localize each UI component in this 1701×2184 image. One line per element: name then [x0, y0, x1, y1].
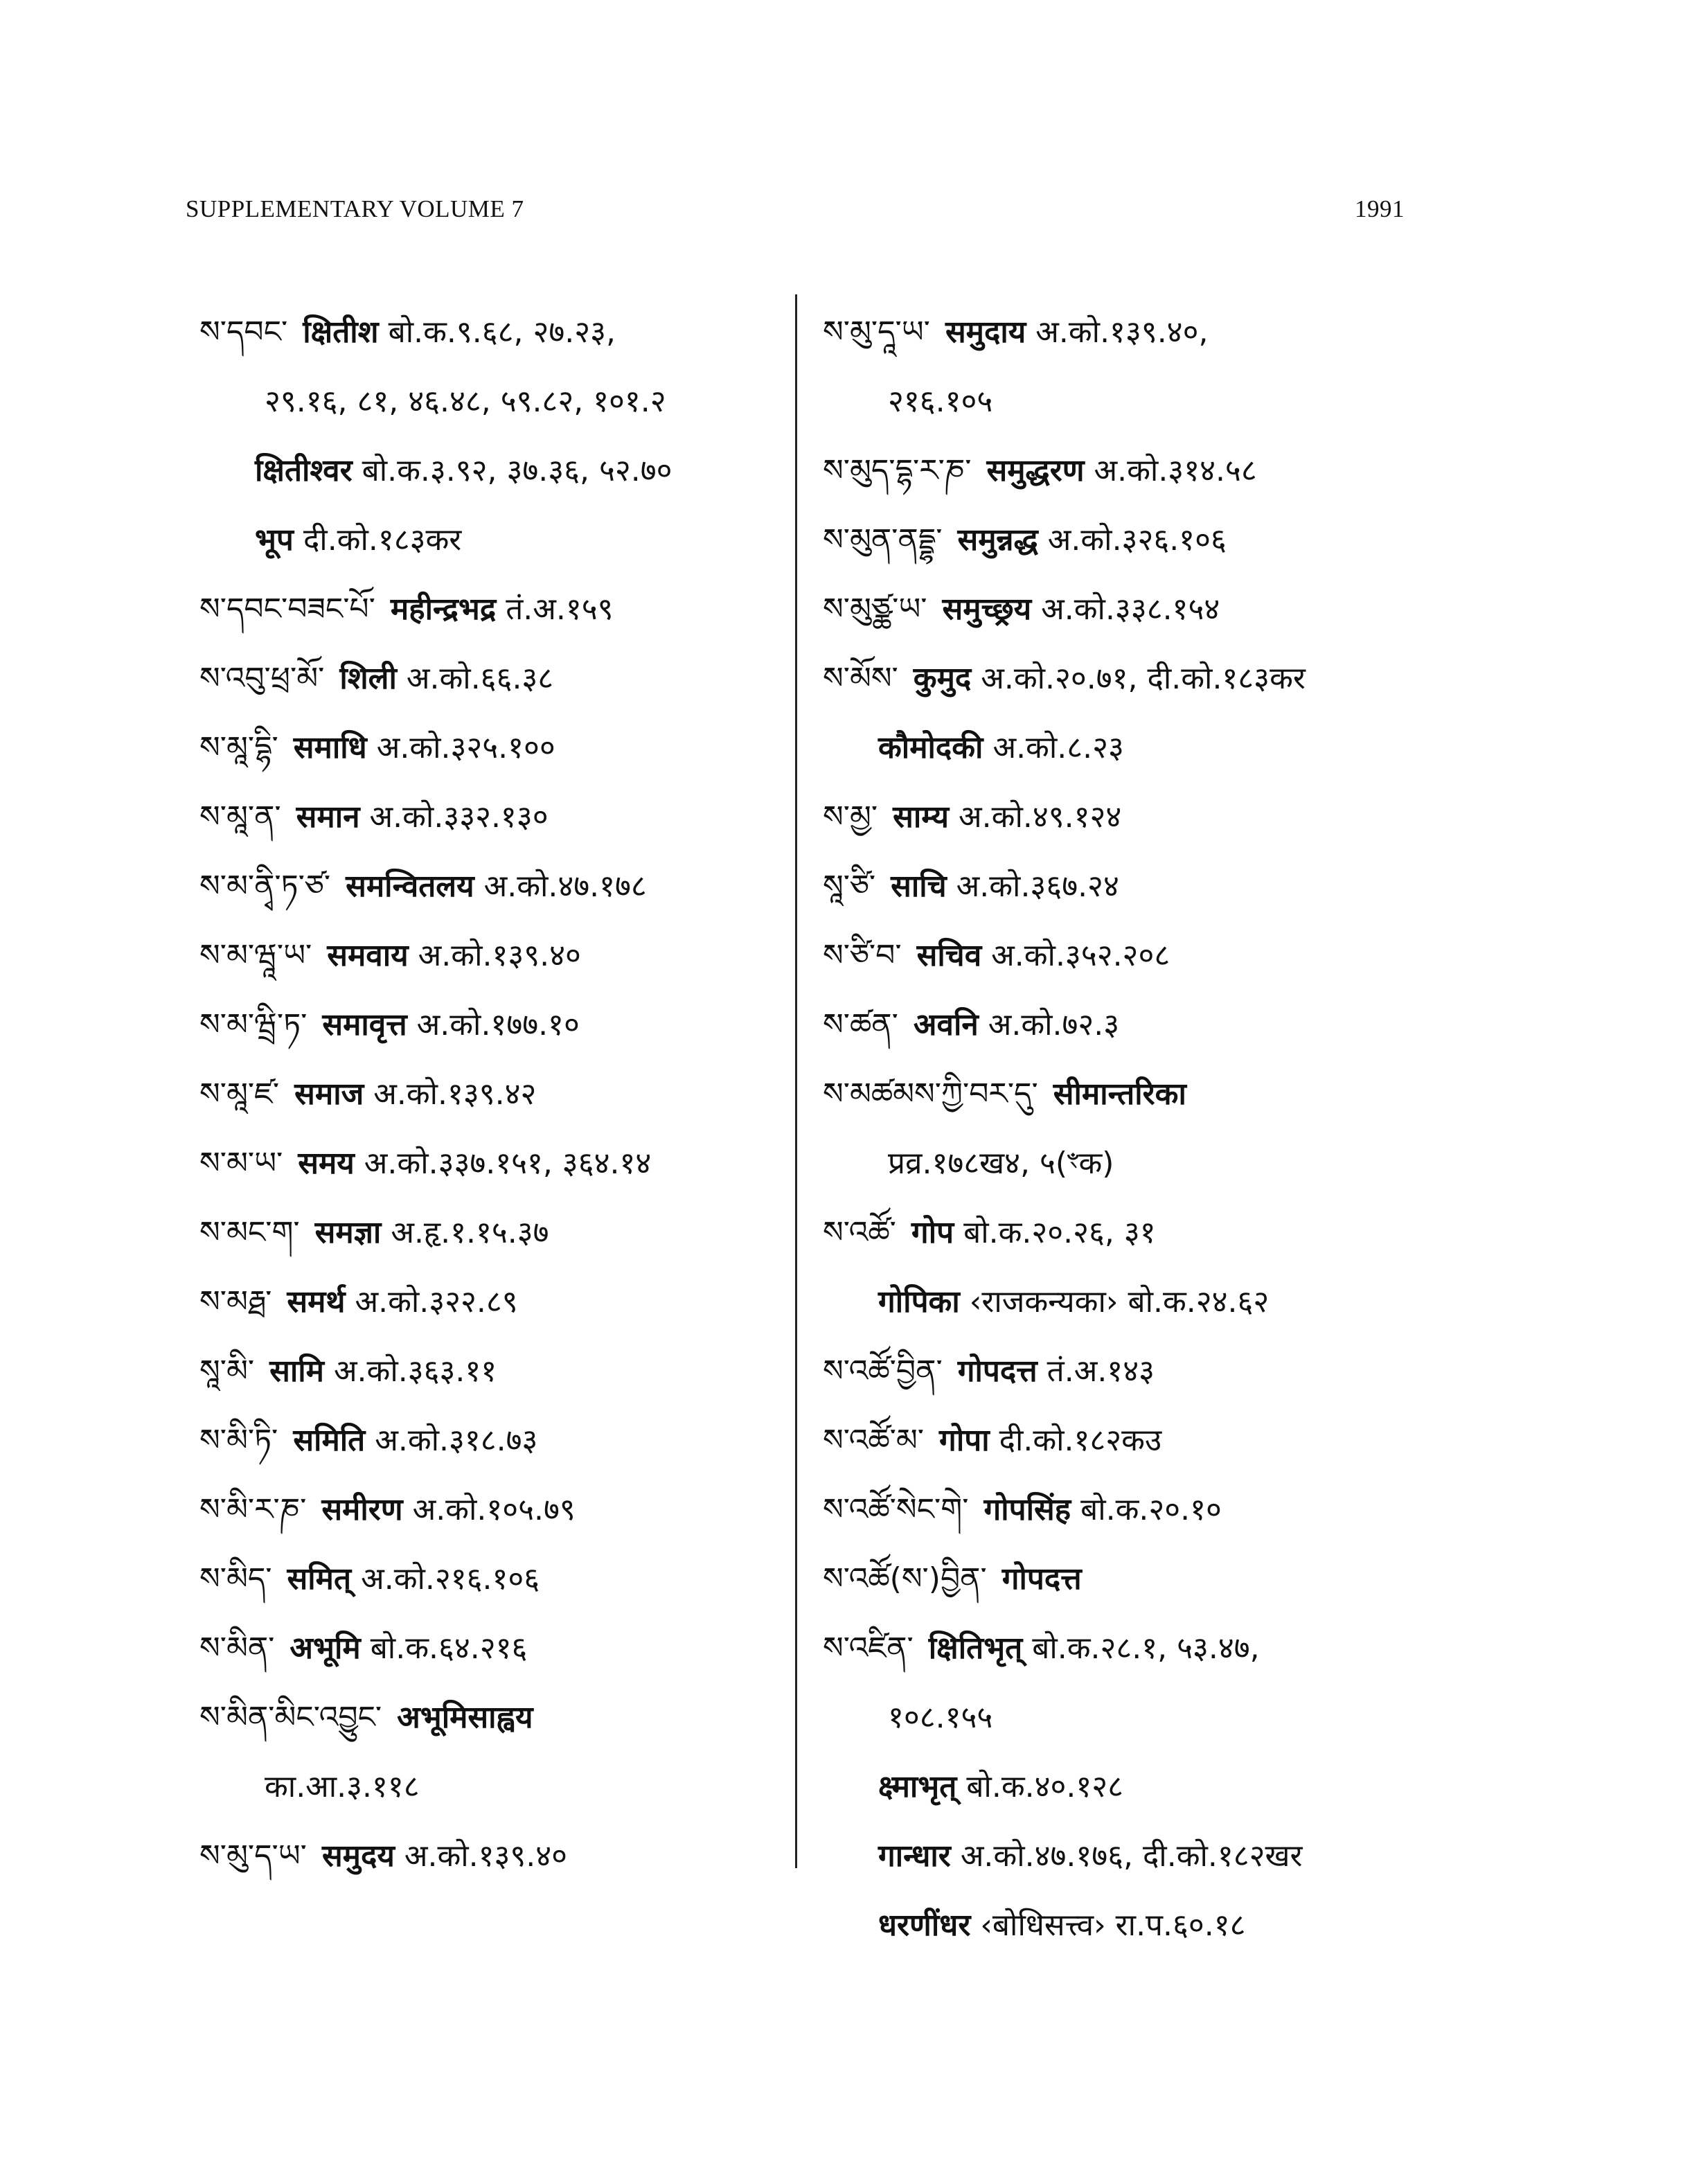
sanskrit-equivalent: क्षितीश्वर: [255, 453, 353, 488]
source-reference: १०८.१५५: [888, 1700, 993, 1735]
entry-continuation: [823, 1268, 1432, 1337]
source-reference: अ.को.१७७.१०: [416, 1007, 580, 1042]
tibetan-term: ས་མཚམས་ཀྱི་བར་དུ་: [823, 1076, 1038, 1112]
sanskrit-equivalent: महीन्द्रभद्र: [390, 592, 497, 627]
tibetan-term: ས་མ་ཝཱ་ཡ་: [199, 938, 312, 973]
tibetan-term: ས་དབང་བཟང་པོ་: [199, 592, 375, 627]
dictionary-entry: [199, 1198, 809, 1268]
dictionary-entry: [199, 991, 809, 1060]
source-reference: ‹बोधिसत्त्व› रा.प.६०.१८: [980, 1908, 1246, 1943]
tibetan-term: ས་ཚན་: [823, 1007, 898, 1042]
dictionary-entry: [823, 298, 1432, 436]
source-reference: अ.को.३३७.१५१, ३६४.१४: [364, 1146, 652, 1181]
running-head: SUPPLEMENTARY VOLUME 7: [186, 195, 524, 222]
source-reference: अ.को.१३९.४२: [373, 1076, 537, 1112]
sanskrit-equivalent: समाज: [294, 1076, 364, 1112]
dictionary-entry: [199, 575, 809, 644]
tibetan-term: ས་མོས་: [823, 661, 898, 696]
dictionary-entry: [199, 1683, 809, 1822]
dictionary-entry: [199, 713, 809, 783]
sanskrit-equivalent: समुन्नद्ध: [957, 522, 1038, 558]
sanskrit-equivalent: गान्धार: [878, 1838, 951, 1874]
dictionary-entry: [823, 506, 1432, 575]
tibetan-term: ས་མརྠ་: [199, 1284, 272, 1320]
sanskrit-equivalent: सचिव: [916, 938, 982, 973]
entry-headline: [199, 298, 809, 367]
dictionary-entry: [823, 1337, 1432, 1406]
tibetan-term: ས་མཱ་དྷི་: [199, 730, 278, 765]
entry-headline: [199, 852, 809, 921]
source-reference: अ.को.४७.१७८: [483, 869, 647, 904]
sanskrit-equivalent: गोपसिंह: [983, 1492, 1071, 1527]
tibetan-term: སཱ་ཙི་: [823, 869, 876, 904]
source-reference: २९.१६, ८१, ४६.४८, ५९.८२, १०१.२: [265, 384, 666, 419]
dictionary-entry: [199, 1822, 809, 1891]
entry-continuation: [823, 1752, 1432, 1822]
source-reference: बो.क.२०.१०: [1080, 1492, 1222, 1527]
sanskrit-equivalent: सामि: [269, 1353, 324, 1389]
entry-headline: [199, 783, 809, 852]
sanskrit-equivalent: अवनि: [913, 1007, 979, 1042]
entry-headline: [823, 506, 1432, 575]
column-divider: [795, 294, 797, 1868]
dictionary-entry: [823, 644, 1432, 783]
source-reference: तं.अ.१५९: [506, 592, 614, 627]
tibetan-term: ས་འཚོ་སེང་གེ་: [823, 1492, 969, 1527]
tibetan-term: ས་མུད་དྷ་ར་ཎ་: [823, 453, 972, 488]
source-reference: २१६.१०५: [888, 384, 993, 419]
dictionary-entry: [823, 1198, 1432, 1337]
entry-headline: [823, 436, 1432, 506]
source-reference: बो.क.४०.१२८: [966, 1769, 1123, 1804]
entry-headline: [823, 1475, 1432, 1545]
source-reference: अ.को.३२५.१००: [376, 730, 555, 765]
sanskrit-equivalent: समीरण: [321, 1492, 403, 1527]
sanskrit-equivalent: साचि: [891, 869, 947, 904]
entry-headline: [199, 1475, 809, 1545]
tibetan-term: སཱ་མི་: [199, 1353, 255, 1389]
source-reference: अ.को.१३९.४०: [418, 938, 581, 973]
sanskrit-equivalent: अभूमि: [290, 1631, 361, 1666]
entry-headline: [823, 1198, 1432, 1268]
dictionary-entry: [199, 783, 809, 852]
source-reference: अ.को.२१६.१०६: [361, 1561, 540, 1597]
source-reference: अ.को.३१८.७३: [375, 1423, 538, 1458]
sanskrit-equivalent: समुद्धरण: [986, 453, 1085, 488]
dictionary-entry: [823, 1614, 1432, 1960]
dictionary-entry: [199, 1337, 809, 1406]
tibetan-term: ས་མུཙྪ་ཡ་: [823, 592, 927, 627]
source-reference: ‹राजकन्यका› बो.क.२४.६२: [969, 1284, 1270, 1320]
entry-continuation: [823, 1683, 1432, 1752]
source-reference: अ.को.१३९.४०,: [1035, 314, 1209, 350]
source-reference: अ.को.२०.७१, दी.को.१८३कर: [981, 661, 1306, 696]
sanskrit-equivalent: समवाय: [327, 938, 409, 973]
entry-headline: [823, 1337, 1432, 1406]
source-reference: अ.को.६६.३८: [406, 661, 554, 696]
entry-headline: [199, 1545, 809, 1614]
page-number: 1991: [1355, 195, 1405, 222]
entry-headline: [199, 1337, 809, 1406]
source-reference: का.आ.३.११८: [265, 1769, 420, 1804]
dictionary-entry: [199, 1129, 809, 1198]
tibetan-term: ས་འཚོ་བྱིན་: [823, 1353, 943, 1389]
tibetan-term: ས་འཚོ་: [823, 1215, 896, 1250]
sanskrit-equivalent: अभूमिसाह्वय: [397, 1700, 533, 1735]
source-reference: अ.को.३१४.५८: [1094, 453, 1257, 488]
source-reference: प्रव्र.१७८ख४, ५(ꣳक): [888, 1146, 1114, 1181]
tibetan-term: ས་མུན་ནདྡྷ་: [823, 522, 943, 558]
dictionary-entry: [823, 1475, 1432, 1545]
entry-headline: [199, 644, 809, 713]
entry-headline: [823, 1406, 1432, 1475]
sanskrit-equivalent: भूप: [255, 522, 294, 558]
dictionary-entry: [199, 1545, 809, 1614]
dictionary-entry: [823, 991, 1432, 1060]
source-reference: अ.को.१३९.४०: [404, 1838, 568, 1874]
dictionary-entry: [199, 1614, 809, 1683]
tibetan-term: ས་མི་ཏི་: [199, 1423, 278, 1458]
tibetan-term: ས་མཱ་ན་: [199, 799, 281, 835]
dictionary-entry: [199, 1268, 809, 1337]
sanskrit-equivalent: क्ष्माभृत्: [878, 1769, 957, 1804]
sanskrit-equivalent: समावृत्त: [322, 1007, 407, 1042]
dictionary-entry: [199, 921, 809, 991]
dictionary-entry: [199, 644, 809, 713]
tibetan-term: ས་འབུ་ཕྲ་མོ་: [199, 661, 325, 696]
sanskrit-equivalent: समुच्छ्रय: [942, 592, 1032, 627]
sanskrit-equivalent: कुमुद: [913, 661, 972, 696]
tibetan-term: ས་མྱ་: [823, 799, 878, 835]
tibetan-term: ས་མི་ར་ཎ་: [199, 1492, 307, 1527]
tibetan-term: ས་ཙི་བ་: [823, 938, 902, 973]
sanskrit-equivalent: समान: [296, 799, 360, 835]
sanskrit-equivalent: शिली: [339, 661, 397, 696]
right-column: [823, 298, 1432, 1960]
dictionary-entry: [823, 921, 1432, 991]
source-reference: अ.को.३२२.८९: [355, 1284, 518, 1320]
sanskrit-equivalent: साम्य: [893, 799, 950, 835]
entry-headline: [199, 1060, 809, 1129]
tibetan-term: ས་མིད་: [199, 1561, 272, 1597]
entry-headline: [199, 575, 809, 644]
source-reference: बो.क.९.६८, २७.२३,: [388, 314, 616, 350]
entry-headline: [823, 1614, 1432, 1683]
source-reference: दी.को.१८२कउ: [999, 1423, 1162, 1458]
source-reference: अ.को.८.२३: [992, 730, 1124, 765]
dictionary-entry: [199, 1406, 809, 1475]
sanskrit-equivalent: गोपा: [939, 1423, 990, 1458]
source-reference: बो.क.२०.२६, ३१: [963, 1215, 1156, 1250]
entry-headline: [823, 298, 1432, 367]
sanskrit-equivalent: गोपदत्त: [957, 1353, 1037, 1389]
entry-headline: [199, 921, 809, 991]
tibetan-term: ས་མིན་མིང་འབྱུང་: [199, 1700, 382, 1735]
sanskrit-equivalent: गोप: [911, 1215, 954, 1250]
source-reference: अ.को.३६३.११: [333, 1353, 497, 1389]
entry-continuation: [199, 367, 809, 436]
dictionary-entry: [199, 852, 809, 921]
entry-continuation: [199, 506, 809, 575]
source-reference: अ.को.३६७.२४: [956, 869, 1119, 904]
sanskrit-equivalent: क्षितिभृत्: [928, 1631, 1023, 1666]
source-reference: अ.को.४७.१७६, दी.को.१८२खर: [960, 1838, 1303, 1874]
entry-headline: [823, 1060, 1432, 1129]
entry-headline: [199, 1406, 809, 1475]
dictionary-entry: [823, 1060, 1432, 1198]
sanskrit-equivalent: समिति: [293, 1423, 366, 1458]
source-reference: दी.को.१८३कर: [303, 522, 462, 558]
entry-continuation: [199, 1752, 809, 1822]
sanskrit-equivalent: समित्: [287, 1561, 352, 1597]
tibetan-term: ས་འཚོ(ས་)བྱིན་: [823, 1561, 987, 1597]
left-column: [199, 298, 809, 1891]
sanskrit-equivalent: समुदय: [321, 1838, 395, 1874]
entry-headline: [199, 1268, 809, 1337]
source-reference: बो.क.६४.२१६: [370, 1631, 528, 1666]
entry-continuation: [823, 1891, 1432, 1960]
tibetan-term: ས་མ་ཡ་: [199, 1146, 283, 1181]
entry-headline: [823, 783, 1432, 852]
tibetan-term: ས་མ་ནྭི་ཏ་ཙ་: [199, 869, 331, 904]
sanskrit-equivalent: गोपदत्त: [1001, 1561, 1082, 1597]
source-reference: अ.को.३५२.२०८: [991, 938, 1170, 973]
dictionary-entry: [823, 575, 1432, 644]
tibetan-term: ས་དབང་: [199, 314, 288, 350]
tibetan-term: ས་མུ་དཱ་ཡ་: [823, 314, 930, 350]
entry-headline: [823, 1545, 1432, 1614]
dictionary-entry: [199, 1060, 809, 1129]
dictionary-entry: [199, 1475, 809, 1545]
source-reference: अ.को.३३२.१३०: [369, 799, 549, 835]
entry-continuation: [823, 1822, 1432, 1891]
source-reference: तं.अ.१४३: [1047, 1353, 1155, 1389]
dictionary-entry: [823, 783, 1432, 852]
sanskrit-equivalent: समय: [298, 1146, 355, 1181]
sanskrit-equivalent: धरणींधर: [878, 1908, 971, 1943]
dictionary-entry: [199, 298, 809, 575]
dictionary-entry: [823, 1545, 1432, 1614]
source-reference: अ.को.३२६.१०६: [1047, 522, 1227, 558]
entry-continuation: [823, 713, 1432, 783]
entry-headline: [823, 852, 1432, 921]
sanskrit-equivalent: समुदाय: [945, 314, 1026, 350]
tibetan-term: ས་འཛིན་: [823, 1631, 914, 1666]
entry-headline: [823, 644, 1432, 713]
entry-headline: [199, 713, 809, 783]
tibetan-term: ས་མིན་: [199, 1631, 275, 1666]
tibetan-term: ས་འཚོ་མ་: [823, 1423, 925, 1458]
sanskrit-equivalent: क्षितीश: [303, 314, 379, 350]
sanskrit-equivalent: समर्थ: [287, 1284, 346, 1320]
source-reference: अ.हृ.१.१५.३७: [391, 1215, 549, 1250]
entry-headline: [823, 921, 1432, 991]
dictionary-entry: [823, 852, 1432, 921]
sanskrit-equivalent: कौमोदकी: [878, 730, 983, 765]
entry-continuation: [823, 367, 1432, 436]
entry-continuation: [823, 1129, 1432, 1198]
source-reference: अ.को.४९.१२४: [959, 799, 1122, 835]
source-reference: अ.को.१०५.७९: [412, 1492, 576, 1527]
sanskrit-equivalent: गोपिका: [878, 1284, 960, 1320]
dictionary-entry: [823, 1406, 1432, 1475]
sanskrit-equivalent: समन्वितलय: [346, 869, 474, 904]
page-header: [186, 195, 1405, 237]
dictionary-entry: [823, 436, 1432, 506]
source-reference: अ.को.७२.३: [988, 1007, 1120, 1042]
source-reference: बो.क.२८.१, ५३.४७,: [1032, 1631, 1260, 1666]
entry-headline: [199, 1683, 809, 1752]
entry-headline: [199, 1614, 809, 1683]
entry-headline: [199, 991, 809, 1060]
sanskrit-equivalent: समज्ञा: [314, 1215, 382, 1250]
entry-headline: [823, 575, 1432, 644]
source-reference: बो.क.३.९२, ३७.३६, ५२.७०: [362, 453, 673, 488]
entry-continuation: [199, 436, 809, 506]
entry-headline: [823, 991, 1432, 1060]
sanskrit-equivalent: सीमान्तरिका: [1053, 1076, 1186, 1112]
tibetan-term: ས་མཱ་ཛ་: [199, 1076, 280, 1112]
tibetan-term: ས་མང་ག་: [199, 1215, 300, 1250]
tibetan-term: ས་མ་ཝྲི་ཏ་: [199, 1007, 308, 1042]
entry-headline: [199, 1129, 809, 1198]
sanskrit-equivalent: समाधि: [293, 730, 367, 765]
tibetan-term: ས་མུ་ད་ཡ་: [199, 1838, 307, 1874]
entry-headline: [199, 1822, 809, 1891]
entry-headline: [199, 1198, 809, 1268]
source-reference: अ.को.३३८.१५४: [1041, 592, 1220, 627]
